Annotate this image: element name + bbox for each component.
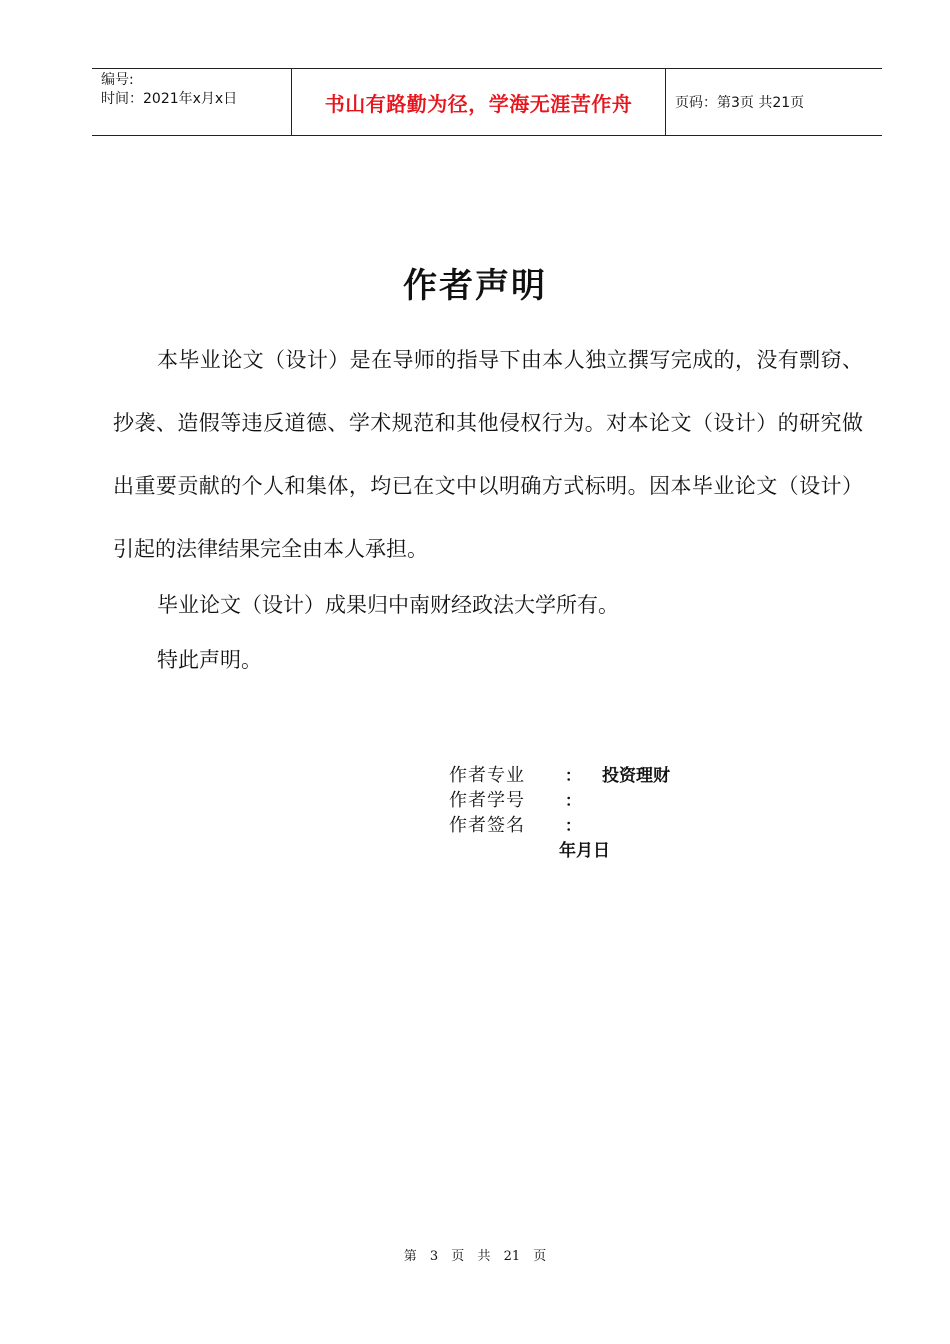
number-label: 编号: [101, 72, 134, 88]
page-header [92, 68, 882, 136]
footer-page-word: 第 [403, 1249, 417, 1264]
declaration-paragraph: 本毕业论文（设计）是在导师的指导下由本人独立撰写完成的，没有剽窃、抄袭、造假等违反道德、学术规范和其他侵权行为。对本论文（设计）的研究做出重要贡献的个人和集体，均已在文中以明确方式标明。因本毕业论文（设计）引起的法律结果完全由本人承担。 [113, 348, 863, 561]
document-title: 作者声明 [403, 266, 547, 306]
footer-page-number: 3 [429, 1249, 439, 1264]
major-value: 投资理财 [602, 766, 670, 786]
footer-total-unit: 页 [533, 1249, 547, 1264]
footer-page-unit: 页 [451, 1249, 465, 1264]
footer-total-word: 共 [477, 1249, 491, 1264]
header-meta [92, 69, 292, 135]
major-label: 作者专业 [449, 765, 525, 786]
student-id-colon: ： [565, 791, 582, 810]
student-id-label: 作者学号 [449, 790, 525, 811]
ownership-paragraph: 毕业论文（设计）成果归中南财经政法大学所有。 [157, 593, 619, 617]
header-page-number: 页码：第3页 共21页 [675, 95, 805, 111]
header-motto: 书山有路勤为径，学海无涯苦作舟 [292, 69, 666, 135]
page-footer [0, 1245, 950, 1264]
signature-label: 作者签名 [449, 815, 525, 836]
closing-paragraph: 特此声明。 [157, 648, 262, 672]
date-label: 年月日 [559, 841, 610, 861]
major-colon: ： [565, 766, 582, 785]
time-label: 时间：2021年x月x日 [101, 91, 238, 107]
signature-colon: ： [565, 816, 582, 835]
footer-total-number: 21 [503, 1249, 521, 1264]
